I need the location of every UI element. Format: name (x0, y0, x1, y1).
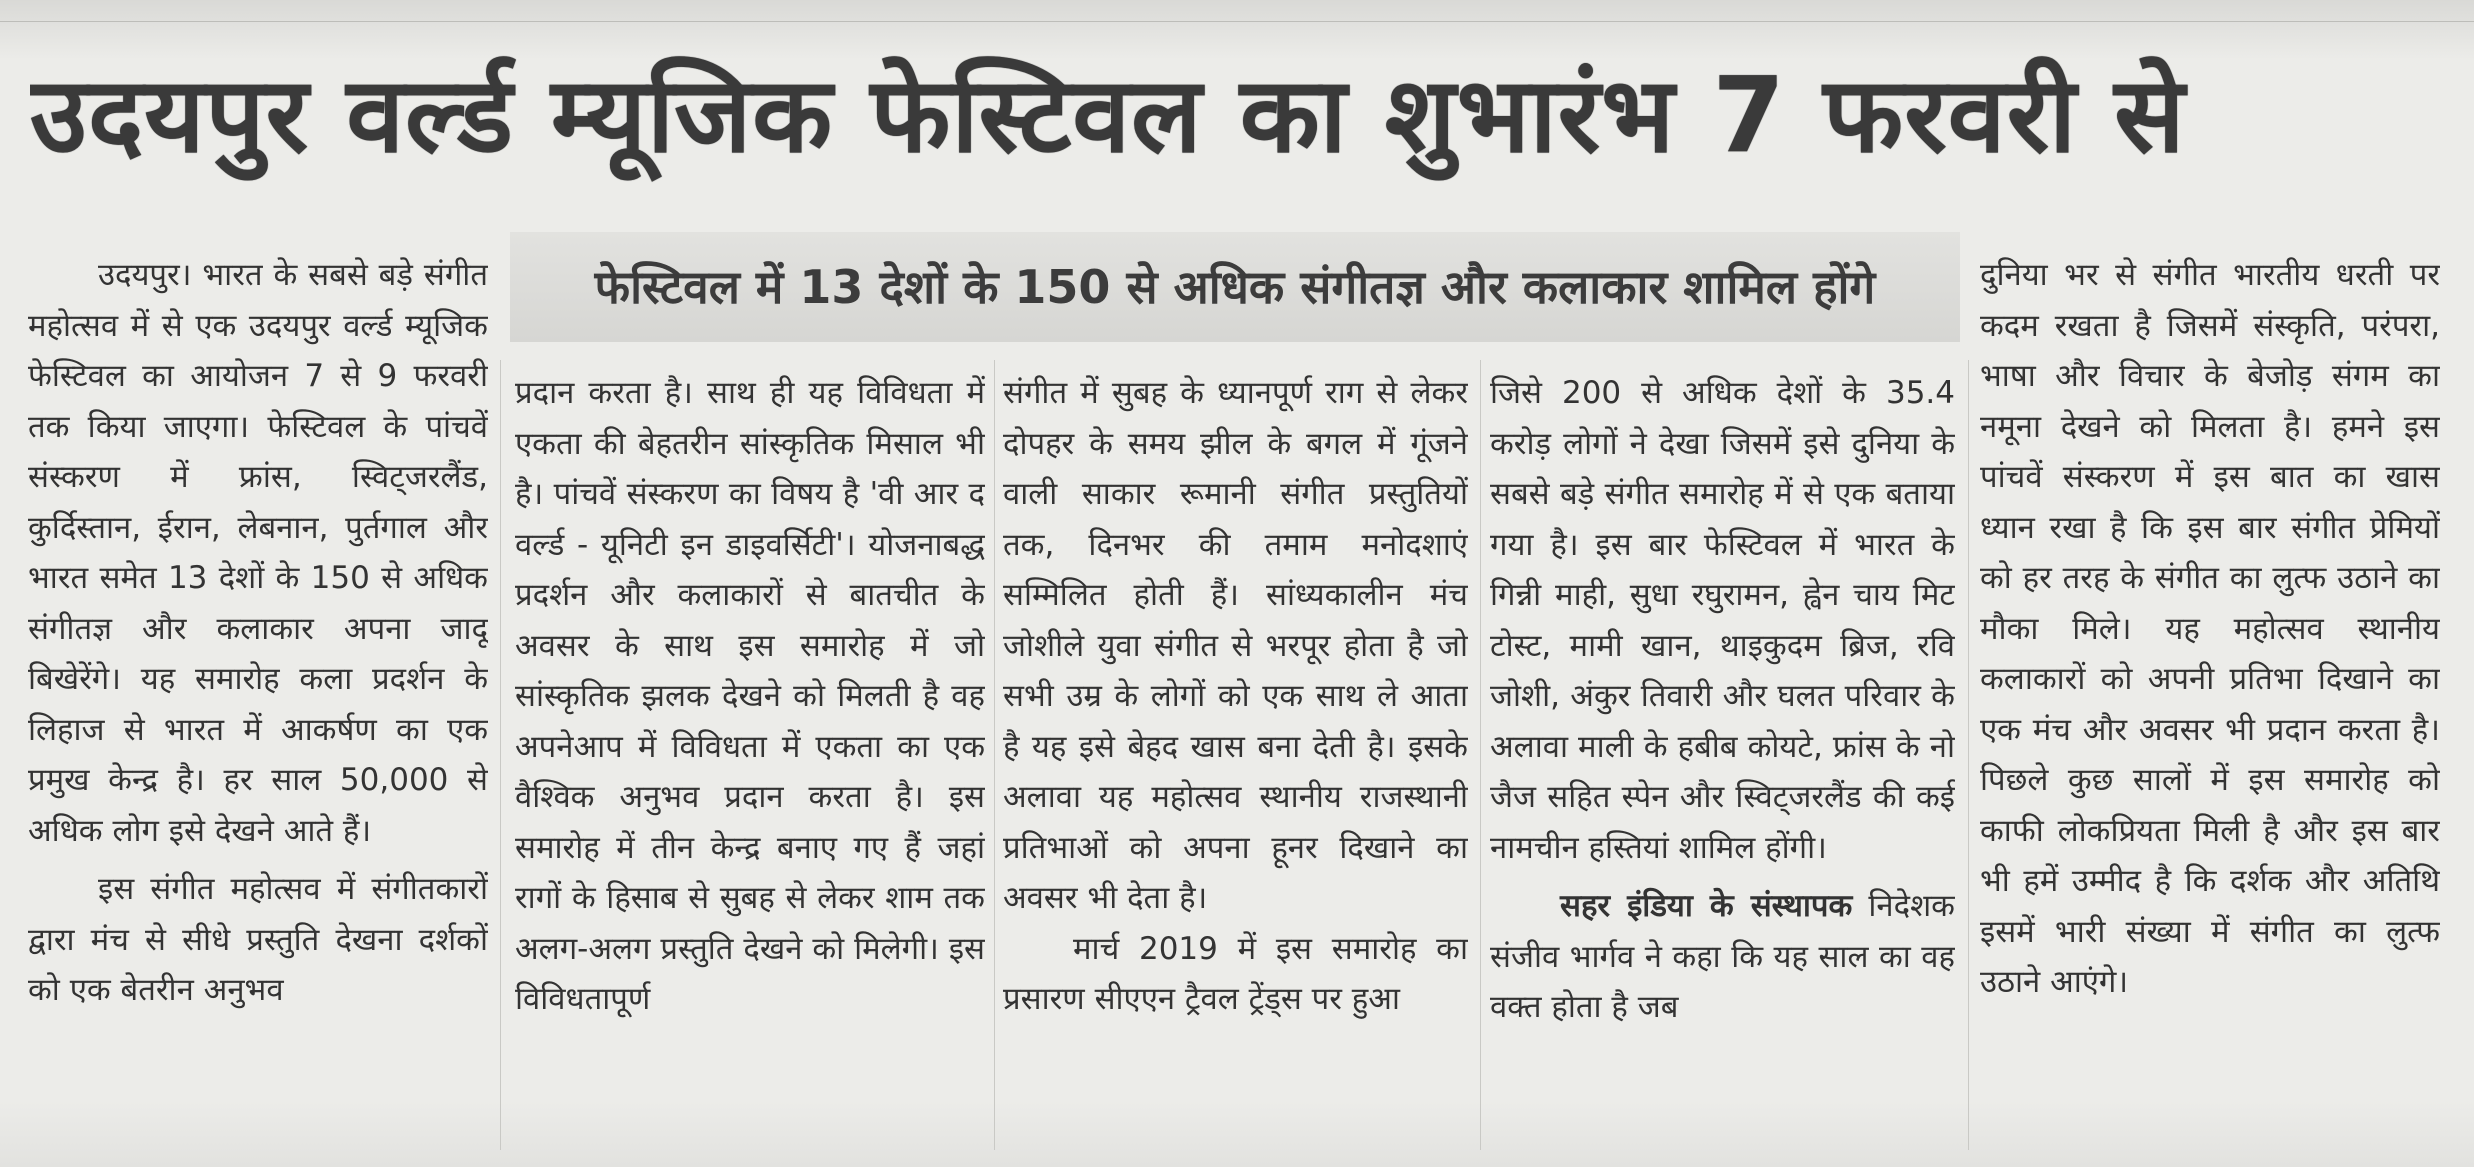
subheadline-box (510, 232, 1960, 342)
column-4 (1490, 368, 1955, 1148)
top-strip (0, 0, 2474, 22)
paragraph: जिसे 200 से अधिक देशों के 35.4 करोड़ लोगों ने देखा जिसमें इसे दुनिया के सबसे बड़े संगीत समारोह में से एक बताया गया है। इस बार फेस्टिवल में भारत के गिन्नी माही, सुधा रघुरामन, ह्वेन चाय मिट टोस्ट, मामी खान, थाइकुदम ब्रिज, रवि जोशी, अंकुर तिवारी और घलत परिवार के अलावा माली के हबीब कोयटे, फ्रांस के नो जैज सहित स्पेन और स्विट्जरलैंड की कई नामचीन हस्तियां शामिल होंगी। (1490, 375, 1955, 866)
paragraph: प्रदान करता है। साथ ही यह विविधता में एकता की बेहतरीन सांस्कृतिक मिसाल भी है। पांचवें संस्करण का विषय है 'वी आर द वर्ल्ड - यूनिटी इन डाइवर्सिटी'। योजनाबद्ध प्रदर्शन और कलाकारों से बातचीत के अवसर के साथ इस समारोह में जो सांस्कृतिक झलक देखने को मिलती है वह अपनेआप में विविधता में एकता का एक वैश्विक अनुभव प्रदान करता है। इस समारोह में तीन केन्द्र बनाए गए हैं जहां रागों के हिसाब से सुबह से लेकर शाम तक अलग-अलग प्रस्तुति देखने को मिलेगी। इस विविधतापूर्ण (515, 375, 985, 1017)
column-1 (28, 250, 488, 1150)
column-divider (500, 360, 501, 1150)
paragraph: निदेशक संजीव भार्गव ने कहा कि यह साल का वह वक्त होता है जब (1490, 888, 1955, 1025)
paragraph: इस संगीत महोत्सव में संगीतकारों द्वारा मंच से सीधे प्रस्तुति देखना दर्शकों को एक बेतरीन अनुभव (28, 871, 488, 1008)
column-divider (1480, 360, 1481, 1150)
column-3 (1003, 368, 1468, 1148)
paragraph: उदयपुर। भारत के सबसे बड़े संगीत महोत्सव में से एक उदयपुर वर्ल्ड म्यूजिक फेस्टिवल का आयोजन 7 से 9 फरवरी तक किया जाएगा। फेस्टिवल के पांचवें संस्करण में फ्रांस, स्विट्जरलैंड, कुर्दिस्तान, ईरान, लेबनान, पुर्तगाल और भारत समेत 13 देशों के 150 से अधिक संगीतज्ञ और कलाकार अपना जादू बिखेरेंगे। यह समारोह कला प्रदर्शन के लिहाज से भारत में आकर्षण का एक प्रमुख केन्द्र है। हर साल 50,000 से अधिक लोग इसे देखने आते हैं। (28, 257, 488, 849)
paragraph: मार्च 2019 में इस समारोह का प्रसारण सीएएन ट्रैवल ट्रेंड्स पर हुआ (1003, 930, 1468, 1017)
headline: उदयपुर वर्ल्ड म्यूजिक फेस्टिवल का शुभारंभ 7 फरवरी से (30, 54, 2186, 176)
paragraph: दुनिया भर से संगीत भारतीय धरती पर कदम रखता है जिसमें संस्कृति, परंपरा, भाषा और विचार के बेजोड़ संगम का नमूना देखने को मिलता है। हमने इस पांचवें संस्करण में इस बात का खास ध्यान रखा है कि इस बार संगीत प्रेमियों को हर तरह के संगीत का लुत्फ उठाने का मौका मिले। यह महोत्सव स्थानीय कलाकारों को अपनी प्रतिभा दिखाने का एक मंच और अवसर भी प्रदान करता है। पिछले कुछ सालों में इस समारोह को काफी लोकप्रियता मिली है और इस बार भी हमें उम्मीद है कि दर्शक और अतिथि इसमें भारी संख्या में संगीत का लुत्फ उठाने आएंगे। (1980, 257, 2440, 1000)
paragraph: संगीत में सुबह के ध्यानपूर्ण राग से लेकर दोपहर के समय झील के बगल में गूंजने वाली साकार रूमानी संगीत प्रस्तुतियों तक, दिनभर की तमाम मनोदशाएं सम्मिलित होती हैं। सांध्यकालीन मंच जोशीले युवा संगीत से भरपूर होता है जो सभी उम्र के लोगों को एक साथ ले आता है यह इसे बेहद खास बना देती है। इसके अलावा यह महोत्सव स्थानीय राजस्थानी प्रतिभाओं को अपना हूनर दिखाने का अवसर भी देता है। (1003, 375, 1468, 916)
column-divider (994, 360, 995, 1150)
column-divider (1968, 360, 1969, 1150)
paragraph-lead: सहर इंडिया के संस्थापक (1560, 888, 1853, 924)
column-2 (515, 368, 985, 1148)
subheadline: फेस्टिवल में 13 देशों के 150 से अधिक संगीतज्ञ और कलाकार शामिल होंगे (510, 232, 1960, 342)
column-5 (1980, 250, 2440, 1150)
